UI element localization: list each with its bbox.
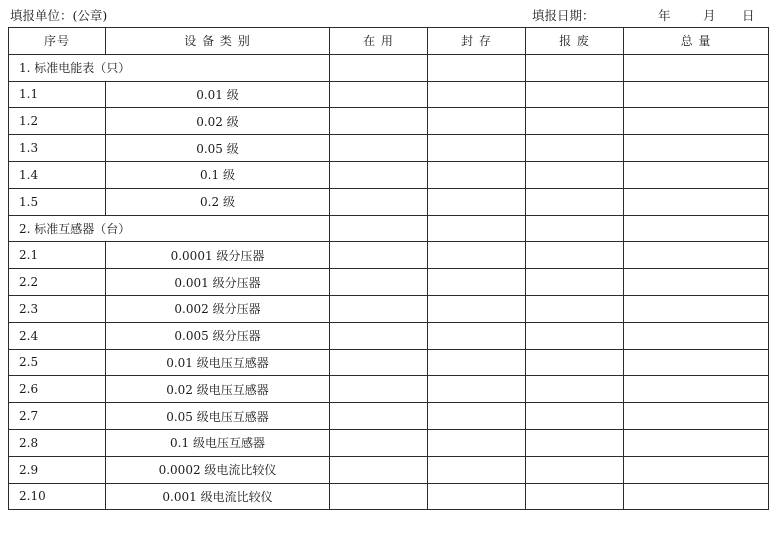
cell-total[interactable] (624, 403, 769, 430)
cell-category: 0.05 级 (106, 135, 330, 162)
table-row (9, 403, 769, 430)
cell-serial: 1.4 (9, 161, 106, 188)
cell-serial: 2.6 (9, 376, 106, 403)
cell-in-use[interactable] (330, 349, 428, 376)
form-header (0, 0, 775, 27)
cell-sealed[interactable] (428, 349, 526, 376)
cell-scrapped[interactable] (526, 349, 624, 376)
cell-scrapped[interactable] (526, 483, 624, 510)
cell-in-use[interactable] (330, 269, 428, 296)
reporting-unit-label: 填报单位：(公章) (10, 8, 108, 23)
cell-total[interactable] (624, 483, 769, 510)
cell-category: 0.001 级电流比较仪 (106, 483, 330, 510)
group-title: 1. 标准电能表（只） (9, 54, 330, 81)
column-header-scrapped: 报 废 (526, 28, 624, 55)
reporting-date-label: 填报日期： (532, 8, 595, 23)
cell-scrapped[interactable] (526, 376, 624, 403)
cell-total[interactable] (624, 242, 769, 269)
cell-serial: 2.7 (9, 403, 106, 430)
cell-category: 0.01 级电压互感器 (106, 349, 330, 376)
cell-scrapped[interactable] (526, 456, 624, 483)
cell-scrapped[interactable] (526, 54, 624, 81)
cell-sealed[interactable] (428, 161, 526, 188)
cell-total[interactable] (624, 135, 769, 162)
cell-sealed[interactable] (428, 215, 526, 242)
day-label: 日 (742, 8, 755, 23)
cell-total[interactable] (624, 456, 769, 483)
table-row (9, 188, 769, 215)
cell-scrapped[interactable] (526, 135, 624, 162)
table-row (9, 322, 769, 349)
cell-total[interactable] (624, 215, 769, 242)
cell-serial: 1.3 (9, 135, 106, 162)
group-row (9, 215, 769, 242)
cell-serial: 2.3 (9, 295, 106, 322)
column-header-total: 总 量 (624, 28, 769, 55)
cell-total[interactable] (624, 429, 769, 456)
cell-scrapped[interactable] (526, 269, 624, 296)
table-row (9, 295, 769, 322)
cell-sealed[interactable] (428, 376, 526, 403)
cell-in-use[interactable] (330, 403, 428, 430)
cell-serial: 2.5 (9, 349, 106, 376)
cell-in-use[interactable] (330, 295, 428, 322)
cell-scrapped[interactable] (526, 295, 624, 322)
table-row (9, 269, 769, 296)
cell-sealed[interactable] (428, 269, 526, 296)
cell-category: 0.1 级电压互感器 (106, 429, 330, 456)
cell-sealed[interactable] (428, 54, 526, 81)
cell-category: 0.2 级 (106, 188, 330, 215)
cell-sealed[interactable] (428, 188, 526, 215)
cell-in-use[interactable] (330, 483, 428, 510)
group-row (9, 54, 769, 81)
cell-scrapped[interactable] (526, 403, 624, 430)
cell-category: 0.02 级 (106, 108, 330, 135)
cell-scrapped[interactable] (526, 215, 624, 242)
cell-category: 0.001 级分压器 (106, 269, 330, 296)
cell-in-use[interactable] (330, 188, 428, 215)
cell-category: 0.05 级电压互感器 (106, 403, 330, 430)
cell-serial: 2.2 (9, 269, 106, 296)
cell-total[interactable] (624, 108, 769, 135)
column-header-in-use: 在 用 (330, 28, 428, 55)
cell-total[interactable] (624, 322, 769, 349)
cell-total[interactable] (624, 376, 769, 403)
cell-scrapped[interactable] (526, 322, 624, 349)
cell-category: 0.0002 级电流比较仪 (106, 456, 330, 483)
cell-scrapped[interactable] (526, 161, 624, 188)
cell-category: 0.02 级电压互感器 (106, 376, 330, 403)
cell-serial: 2.4 (9, 322, 106, 349)
cell-sealed[interactable] (428, 242, 526, 269)
cell-scrapped[interactable] (526, 429, 624, 456)
table-header-row (9, 28, 769, 55)
cell-serial: 1.2 (9, 108, 106, 135)
cell-total[interactable] (624, 54, 769, 81)
cell-sealed[interactable] (428, 81, 526, 108)
table-body (9, 54, 769, 510)
equipment-statistics-table (8, 27, 769, 510)
cell-category: 0.1 级 (106, 161, 330, 188)
table-row (9, 429, 769, 456)
cell-in-use[interactable] (330, 161, 428, 188)
cell-scrapped[interactable] (526, 81, 624, 108)
cell-serial: 2.9 (9, 456, 106, 483)
cell-total[interactable] (624, 188, 769, 215)
cell-in-use[interactable] (330, 135, 428, 162)
cell-in-use[interactable] (330, 429, 428, 456)
cell-scrapped[interactable] (526, 188, 624, 215)
cell-category: 0.005 级分压器 (106, 322, 330, 349)
cell-in-use[interactable] (330, 108, 428, 135)
cell-in-use[interactable] (330, 54, 428, 81)
table-row (9, 242, 769, 269)
cell-serial: 2.1 (9, 242, 106, 269)
cell-in-use[interactable] (330, 215, 428, 242)
cell-in-use[interactable] (330, 376, 428, 403)
cell-category: 0.002 级分压器 (106, 295, 330, 322)
table-row (9, 349, 769, 376)
cell-sealed[interactable] (428, 403, 526, 430)
table-row (9, 483, 769, 510)
cell-serial: 1.1 (9, 81, 106, 108)
cell-category: 0.01 级 (106, 81, 330, 108)
cell-serial: 2.8 (9, 429, 106, 456)
group-title: 2. 标准互感器（台） (9, 215, 330, 242)
column-header-serial: 序号 (9, 28, 106, 55)
cell-sealed[interactable] (428, 429, 526, 456)
table-row (9, 108, 769, 135)
table-row (9, 81, 769, 108)
cell-sealed[interactable] (428, 322, 526, 349)
cell-total[interactable] (624, 349, 769, 376)
cell-sealed[interactable] (428, 295, 526, 322)
month-label: 月 (703, 8, 716, 23)
cell-in-use[interactable] (330, 456, 428, 483)
cell-total[interactable] (624, 81, 769, 108)
cell-in-use[interactable] (330, 322, 428, 349)
table-row (9, 456, 769, 483)
table-row (9, 376, 769, 403)
cell-in-use[interactable] (330, 242, 428, 269)
cell-sealed[interactable] (428, 483, 526, 510)
cell-in-use[interactable] (330, 81, 428, 108)
cell-serial: 2.10 (9, 483, 106, 510)
cell-category: 0.0001 级分压器 (106, 242, 330, 269)
cell-total[interactable] (624, 269, 769, 296)
table-row (9, 135, 769, 162)
cell-total[interactable] (624, 161, 769, 188)
cell-sealed[interactable] (428, 456, 526, 483)
year-label: 年 (658, 8, 671, 23)
cell-sealed[interactable] (428, 135, 526, 162)
cell-total[interactable] (624, 295, 769, 322)
cell-scrapped[interactable] (526, 108, 624, 135)
column-header-category: 设 备 类 别 (106, 28, 330, 55)
cell-serial: 1.5 (9, 188, 106, 215)
cell-scrapped[interactable] (526, 242, 624, 269)
table-row (9, 161, 769, 188)
column-header-sealed: 封 存 (428, 28, 526, 55)
cell-sealed[interactable] (428, 108, 526, 135)
